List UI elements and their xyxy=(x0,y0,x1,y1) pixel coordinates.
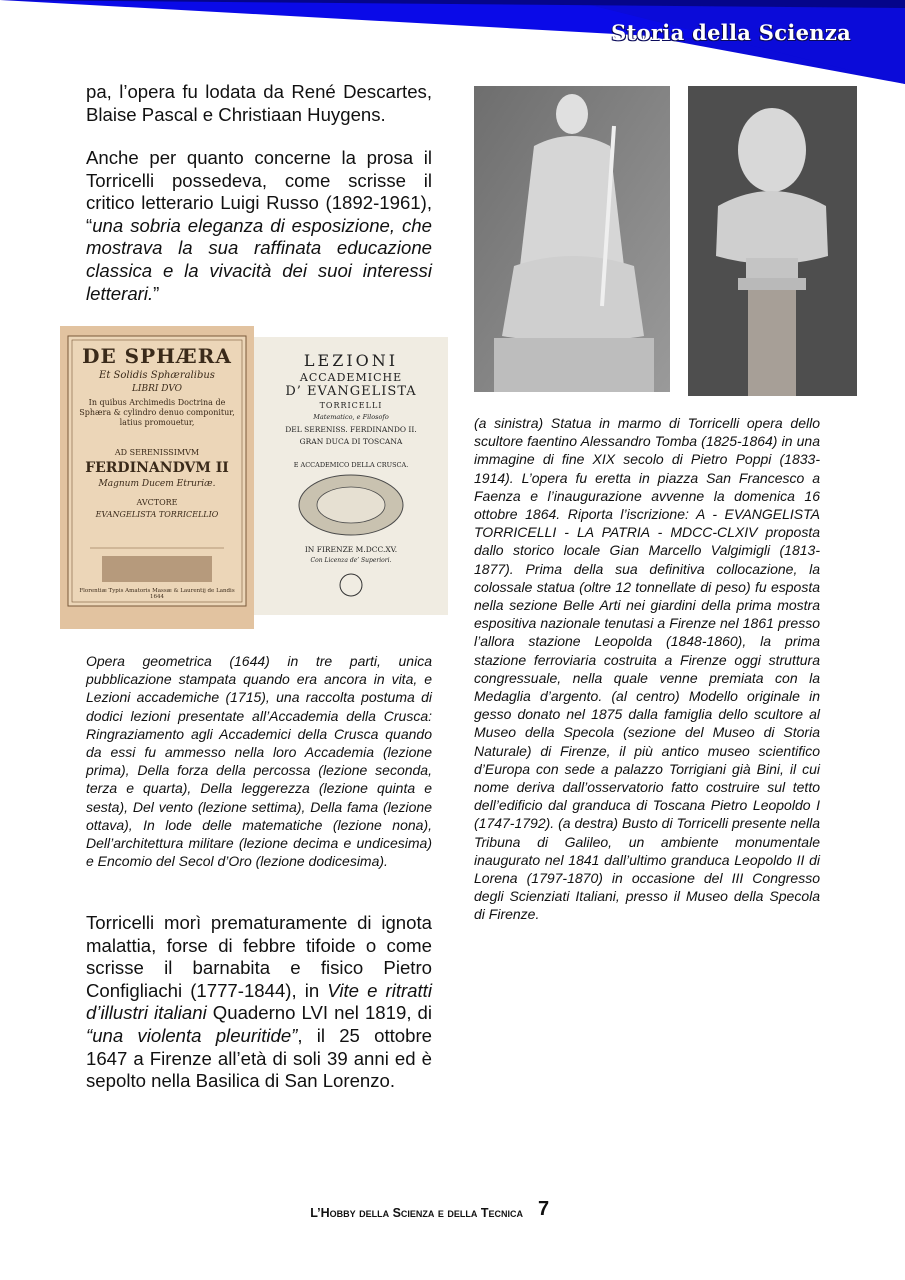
paragraph-3-part-c: , il 25 ottobre 1647 a Firenze all’età di soli 39 anni ed è sepolto nella Basilica di San Lorenzo. xyxy=(86,1024,432,1092)
lezioni-patron: DEL SERENISS. FERDINANDO II. xyxy=(285,425,417,434)
book-author-label: AVCTORE xyxy=(136,498,178,507)
lezioni-academy: E ACCADEMICO DELLA CRUSCA. xyxy=(293,461,409,469)
lezioni-imprint: IN FIRENZE M.DCC.XV. xyxy=(304,545,398,554)
book-subtitle: Et Solidis Sphæralibus xyxy=(99,370,215,381)
lezioni-author: D’ EVANGELISTA xyxy=(285,384,417,399)
banner-shape xyxy=(0,0,905,90)
photo-statue-torricelli xyxy=(474,86,670,392)
paragraph-2 xyxy=(86,147,432,305)
book-title: DE SPHÆRA xyxy=(82,344,232,368)
paragraph-3 xyxy=(86,912,432,1093)
statue-illustration xyxy=(474,86,670,392)
book-dedicatee-sub: Magnum Ducem Etruriæ. xyxy=(98,479,216,489)
page-number: 7 xyxy=(538,1198,550,1220)
paragraph-2-end: ” xyxy=(153,282,160,304)
lezioni-license: Con Licenza de’ Superiori. xyxy=(310,557,392,564)
caption-books: Opera geometrica (1644) in tre parti, unica pubblicazione stampata quando era ancora in vita, e Lezioni accademiche (1715), una raccolta postuma di dodici lezioni presentate all’Accademia della Crusca: Ringraziamento agli Accademici della Crusca quando da essi fu ammesso nella loro Accademia (lezione prima), Della forza della percossa (lezione seconda, terza e quarta), Della leggerezza (lezione quinta e sesta), Del vento (lezione settima), Della fama (lezione ottava), In lode delle matematiche (lezione nona), Dell’architettura militare (lezione decima e undicesima) e Encomio del Secol d’Oro (lezione dodicesima). xyxy=(86,653,432,870)
bust-illustration xyxy=(688,86,857,396)
paragraph-3-part-a: Torricelli morì prematuramente di ignota malattia, forse di febbre tifoide o come scrisse il barnabita e fisico Pietro Configliachi (1777-1844), in xyxy=(86,912,432,1001)
paragraph-2-intro: Anche per quanto concerne la prosa il Torricelli possedeva, come scrisse il critico letterario Luigi Russo (1892-1961), “ xyxy=(86,147,432,236)
magazine-title: L’Hobby della Scienza e della Tecnica xyxy=(310,1206,523,1220)
photo-bust-torricelli xyxy=(688,86,857,396)
header-banner xyxy=(0,0,905,90)
book-books: LIBRI DVO xyxy=(131,384,183,394)
book-cover-de-sphaera xyxy=(60,326,254,629)
lezioni-surname: TORRICELLI xyxy=(319,401,383,410)
paragraph-1 xyxy=(86,81,432,126)
lezioni-patron-2: GRAN DUCA DI TOSCANA xyxy=(299,437,403,446)
paragraph-2-quote: una sobria eleganza di esposizione, che mostrava la sua raffinata educazione classica e la vivacità dei suoi interessi letterari. xyxy=(86,214,432,304)
book-cover-lezioni-accademiche xyxy=(254,337,448,615)
lezioni-role: Matematico, e Filosofo xyxy=(313,413,389,421)
paragraph-3-part-b: Quaderno LVI nel 1819, di xyxy=(206,1002,432,1024)
caption-statue-bust: (a sinistra) Statua in marmo di Torricelli opera dello scultore faentino Alessandro Tomba (1825-1864) in una immagine di fine XIX secolo di Pietro Poppi (1833-1914). L’opera fu eretta in piazza San Francesco a Faenza e l’inaugurazione avvenne la domenica 16 ottobre 1864. Riporta l’iscrizione: A - EVANGELISTA TORRICELLI - LA PATRIA - MDCC-CLXIV proposta dallo storico locale Gian Marcello Valgimigli (1813-1877). Prima della sua definitiva collocazione, la colossale statua (oltre 12 tonnellate di peso) fu esposta nella sezione Belle Arti nei giardini della prima mostra espositiva nazionale tenutasi a Firenze nel 1861 presso l’allora stazione Leopolda (1848-1860), la prima stazione ferroviaria costruita a Firenze oggi struttura congressuale, nella quale venne premiata con la Medaglia d’argento. (al centro) Modello originale in gesso donato nel 1875 dalla famiglia dello scultore al Museo della Specola (sezione del Museo di Storia Naturale) di Firenze, il più antico museo scientifico d’Europa con sede a palazzo Torrigiani già Bini, il cui nome deriva dall’osservatorio fatto costruire sul tetto dell’edificio dal granduca di Toscana Pietro Leopoldo I (1747-1792). (a destra) Busto di Torricelli presente nella Tribuna di Galileo, un ambiente monumentale inaugurato nel 1841 dall’ultimo granduca Leopoldo II di Lorena (1797-1870) in occasione del III Congresso degli Scienziati Italiani, presso il Museo della Specola di Firenze. xyxy=(474,415,820,923)
paragraph-3-book-title: Vite e ritratti d’illustri italiani xyxy=(86,979,432,1024)
book-imprint: Florentiæ Typis Amatoris Massæ & Laurentij de Landis 1644 xyxy=(79,588,235,600)
paragraph-3-quote: “una violenta pleuritide” xyxy=(86,1024,298,1046)
lezioni-title: LEZIONI xyxy=(303,351,399,370)
paragraph-1-text: pa, l’opera fu lodata da René Descartes, Blaise Pascal e Christiaan Huygens. xyxy=(86,81,432,125)
lezioni-subtitle: ACCADEMICHE xyxy=(299,371,403,384)
book-dedicatee: FERDINANDVM II xyxy=(85,460,229,476)
book-description: In quibus Archimedis Doctrina de Sphæra & cylindro denuo componitur, latius promouetur, xyxy=(79,398,235,427)
section-title: Storia della Scienza xyxy=(611,20,851,45)
book-author: EVANGELISTA TORRICELLIO xyxy=(95,510,219,519)
book-dedication: AD SERENISSIMVM xyxy=(114,448,200,457)
